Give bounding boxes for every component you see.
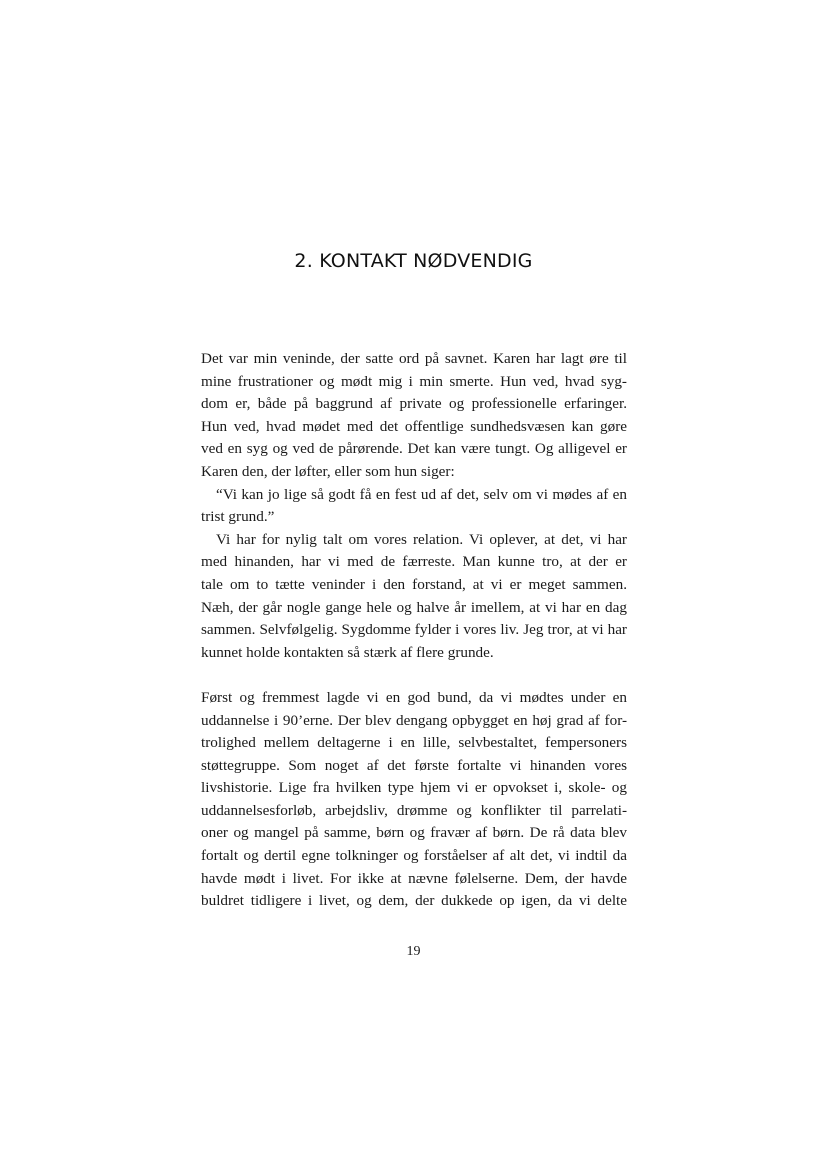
text-line: Først og fremmest lagde vi en god bund, da vi mødtes under en — [201, 688, 627, 706]
text-line: oner og mangel på samme, børn og fravær af børn. De rå data blev — [201, 824, 627, 842]
text-line: Karen den, der løfter, eller som hun siger: — [201, 462, 455, 480]
text-line: med hinanden, har vi med de færreste. Man kunne tro, at der er — [201, 553, 627, 571]
paragraph-group-2 — [201, 687, 627, 913]
paragraph-group-1 — [201, 348, 627, 664]
text-line: Hun ved, hvad mødet med det offentlige sundhedsvæsen kan gøre — [201, 417, 627, 435]
text-line: ved en syg og ved de pårørende. Det kan være tungt. Og alligevel er — [201, 440, 627, 458]
text-line: støttegruppe. Som noget af det første fortalte vi hinanden vores — [201, 756, 627, 774]
text-line: livshistorie. Lige fra hvilken type hjem vi er opvokset i, skole- og — [201, 779, 627, 797]
page-number: 19 — [406, 944, 421, 959]
text-line: dom er, både på baggrund af private og professionelle erfaringer. — [201, 395, 627, 413]
text-line: Det var min veninde, der satte ord på savnet. Karen har lagt øre til — [201, 350, 627, 367]
text-line: mine frustrationer og mødt mig i min smerte. Hun ved, hvad syg- — [201, 372, 627, 390]
text-line: havde mødt i livet. For ikke at nævne følelserne. Dem, der havde — [201, 869, 627, 887]
text-line: trolighed mellem deltagerne i en lille, selvbestaltet, fempersoners — [201, 734, 627, 752]
text-line: sammen. Selvfølgelig. Sygdomme fylder i vores liv. Jeg tror, at vi har — [201, 621, 627, 639]
text-line: “Vi kan jo lige så godt få en fest ud af det, selv om vi mødes af en — [216, 485, 627, 503]
text-line: uddannelse i 90’erne. Der blev dengang opbygget en høj grad af for- — [201, 711, 627, 729]
chapter-title: 2. KONTAKT NØDVENDIG — [294, 250, 533, 272]
text-line: Vi har for nylig talt om vores relation. Vi oplever, at det, vi har — [216, 530, 627, 548]
text-line: buldret tidligere i livet, og dem, der dukkede op igen, da vi delte — [201, 892, 627, 910]
text-line: Næh, der går nogle gange hele og halve år imellem, at vi har en dag — [201, 598, 627, 616]
text-line: fortalt og dertil egne tolkninger og forståelser af alt det, vi indtil da — [201, 847, 627, 865]
text-line: trist grund.” — [201, 508, 275, 526]
text-line: tale om to tætte veninder i den forstand, at vi er meget sammen. — [201, 575, 627, 593]
body-text — [201, 348, 627, 913]
text-line: kunnet holde kontakten så stærk af flere grunde. — [201, 643, 494, 661]
text-line: uddannelsesforløb, arbejdsliv, drømme og konflikter til parrelati- — [201, 801, 627, 819]
